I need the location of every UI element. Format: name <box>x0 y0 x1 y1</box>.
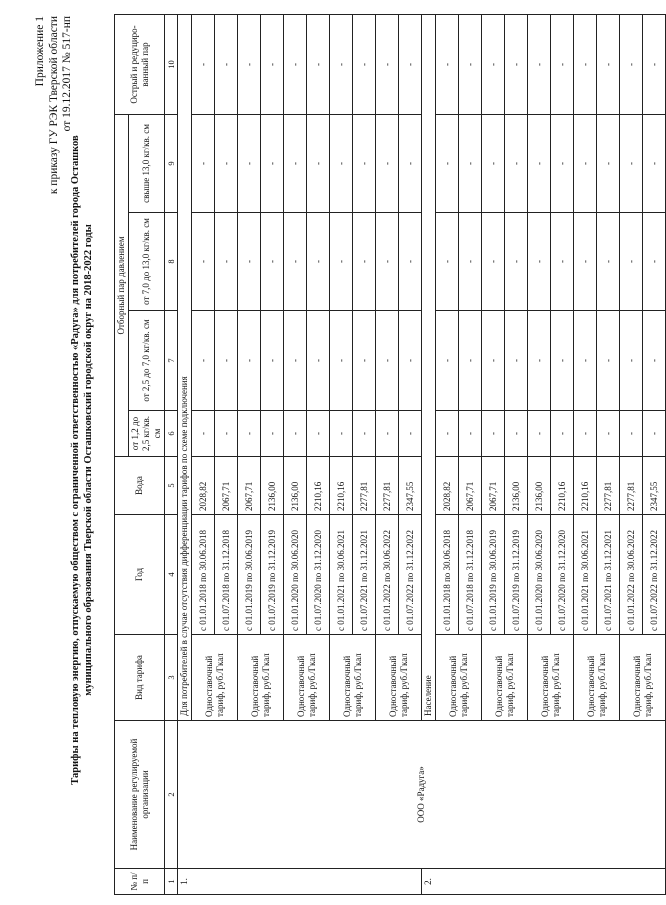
period-cell: с 01.07.2020 по 31.12.2020 <box>307 515 330 635</box>
period-cell: с 01.01.2022 по 30.06.2022 <box>376 515 399 635</box>
dash-cell: - <box>597 14 620 114</box>
col-number: 6 <box>165 411 178 457</box>
period-cell: с 01.07.2022 по 31.12.2022 <box>399 515 422 635</box>
dash-cell: - <box>482 411 505 457</box>
period-cell: с 01.01.2019 по 30.06.2019 <box>482 515 505 635</box>
dash-cell: - <box>436 14 459 114</box>
section-row <box>178 14 192 894</box>
dash-cell: - <box>620 411 643 457</box>
header-tariff-type: Вид тарифа <box>115 635 165 721</box>
dash-cell: - <box>238 411 261 457</box>
dash-cell: - <box>643 213 666 311</box>
period-cell: с 01.01.2019 по 30.06.2019 <box>238 515 261 635</box>
period-cell: с 01.01.2018 по 30.06.2018 <box>192 515 215 635</box>
dash-cell: - <box>307 213 330 311</box>
tariff-type-cell: Одноставочный тариф, руб./Гкал <box>482 635 528 721</box>
period-cell: с 01.01.2018 по 30.06.2018 <box>436 515 459 635</box>
dash-cell: - <box>376 213 399 311</box>
dash-cell: - <box>643 311 666 411</box>
dash-cell: - <box>528 213 551 311</box>
dash-cell: - <box>551 114 574 212</box>
dash-cell: - <box>528 411 551 457</box>
dash-cell: - <box>574 213 597 311</box>
dash-cell: - <box>399 114 422 212</box>
dash-cell: - <box>238 213 261 311</box>
tariff-type-cell: Одноставочный тариф, руб./Гкал <box>238 635 284 721</box>
tariff-type-cell: Одноставочный тариф, руб./Гкал <box>330 635 376 721</box>
dash-cell: - <box>459 411 482 457</box>
col-number: 8 <box>165 213 178 311</box>
dash-cell: - <box>551 311 574 411</box>
water-tariff-cell: 2136,00 <box>284 457 307 515</box>
dash-cell: - <box>505 311 528 411</box>
dash-cell: - <box>192 114 215 212</box>
dash-cell: - <box>551 14 574 114</box>
dash-cell: - <box>643 411 666 457</box>
dash-cell: - <box>261 114 284 212</box>
dash-cell: - <box>574 114 597 212</box>
dash-cell: - <box>261 411 284 457</box>
period-cell: с 01.01.2022 по 30.06.2022 <box>620 515 643 635</box>
dash-cell: - <box>574 311 597 411</box>
dash-cell: - <box>353 14 376 114</box>
header-year: Год <box>115 515 165 635</box>
tariff-type-cell: Одноставочный тариф, руб./Гкал <box>192 635 238 721</box>
period-cell: с 01.07.2019 по 31.12.2019 <box>505 515 528 635</box>
dash-cell: - <box>284 213 307 311</box>
dash-cell: - <box>459 114 482 212</box>
header-pressure-1: от 1,2 до 2,5 кг/кв. см <box>129 411 165 457</box>
water-tariff-cell: 2210,16 <box>551 457 574 515</box>
period-cell: с 01.07.2021 по 31.12.2021 <box>597 515 620 635</box>
dash-cell: - <box>436 311 459 411</box>
header-sharp-steam: Острый и редуциро- ванный пар <box>115 14 165 114</box>
dash-cell: - <box>353 311 376 411</box>
dash-cell: - <box>620 14 643 114</box>
tariff-type-cell: Одноставочный тариф, руб./Гкал <box>620 635 666 721</box>
dash-cell: - <box>330 14 353 114</box>
dash-cell: - <box>192 311 215 411</box>
col-number: 3 <box>165 635 178 721</box>
dash-cell: - <box>307 114 330 212</box>
header-steam-group: Отборный пар давлением <box>115 114 129 456</box>
dash-cell: - <box>261 213 284 311</box>
section-number: 2. <box>422 869 666 895</box>
tariff-type-cell: Одноставочный тариф, руб./Гкал <box>528 635 574 721</box>
water-tariff-cell: 2136,00 <box>261 457 284 515</box>
water-tariff-cell: 2067,71 <box>482 457 505 515</box>
water-tariff-cell: 2210,16 <box>574 457 597 515</box>
dash-cell: - <box>459 213 482 311</box>
col-number: 1 <box>165 869 178 895</box>
dash-cell: - <box>307 411 330 457</box>
dash-cell: - <box>482 14 505 114</box>
dash-cell: - <box>399 311 422 411</box>
dash-cell: - <box>482 213 505 311</box>
annex-title: Приложение 1 <box>34 16 46 87</box>
water-tariff-cell: 2347,55 <box>643 457 666 515</box>
dash-cell: - <box>597 411 620 457</box>
title-line-1: Тарифы на тепловую энергию, отпускаемую обществом с ограниченной ответственностью «Радуга» для потребителей города Осташков <box>70 135 81 785</box>
tariff-table-body <box>178 14 666 894</box>
period-cell: с 01.01.2021 по 30.06.2021 <box>574 515 597 635</box>
dash-cell: - <box>620 114 643 212</box>
dash-cell: - <box>399 14 422 114</box>
dash-cell: - <box>330 114 353 212</box>
dash-cell: - <box>436 411 459 457</box>
col-number: 2 <box>165 721 178 869</box>
dash-cell: - <box>551 411 574 457</box>
dash-cell: - <box>528 114 551 212</box>
dash-cell: - <box>436 213 459 311</box>
tariff-type-cell: Одноставочный тариф, руб./Гкал <box>574 635 620 721</box>
dash-cell: - <box>620 311 643 411</box>
dash-cell: - <box>505 114 528 212</box>
dash-cell: - <box>459 14 482 114</box>
dash-cell: - <box>399 411 422 457</box>
water-tariff-cell: 2136,00 <box>505 457 528 515</box>
dash-cell: - <box>620 213 643 311</box>
header-num: № п/ п <box>115 869 165 895</box>
section-label: Для потребителей в случае отсутствия дифференциации тарифов по схеме подключения <box>178 14 192 720</box>
dash-cell: - <box>574 411 597 457</box>
annex-block <box>34 16 75 316</box>
dash-cell: - <box>436 114 459 212</box>
dash-cell: - <box>376 411 399 457</box>
dash-cell: - <box>505 14 528 114</box>
water-tariff-cell: 2347,55 <box>399 457 422 515</box>
dash-cell: - <box>574 14 597 114</box>
dash-cell: - <box>376 14 399 114</box>
dash-cell: - <box>215 411 238 457</box>
dash-cell: - <box>482 311 505 411</box>
tariff-table <box>114 14 666 895</box>
dash-cell: - <box>643 114 666 212</box>
dash-cell: - <box>215 14 238 114</box>
water-tariff-cell: 2210,16 <box>307 457 330 515</box>
section-label: Население <box>422 14 436 720</box>
col-number: 9 <box>165 114 178 212</box>
dash-cell: - <box>192 14 215 114</box>
tariff-type-cell: Одноставочный тариф, руб./Гкал <box>436 635 482 721</box>
dash-cell: - <box>261 311 284 411</box>
period-cell: с 01.07.2018 по 31.12.2018 <box>215 515 238 635</box>
section-number: 1. <box>178 869 422 895</box>
water-tariff-cell: 2277,81 <box>620 457 643 515</box>
dash-cell: - <box>643 14 666 114</box>
water-tariff-cell: 2277,81 <box>353 457 376 515</box>
period-cell: с 01.07.2018 по 31.12.2018 <box>459 515 482 635</box>
col-number: 5 <box>165 457 178 515</box>
dash-cell: - <box>238 311 261 411</box>
dash-cell: - <box>353 411 376 457</box>
dash-cell: - <box>528 311 551 411</box>
dash-cell: - <box>399 213 422 311</box>
dash-cell: - <box>376 114 399 212</box>
dash-cell: - <box>505 213 528 311</box>
period-cell: с 01.07.2019 по 31.12.2019 <box>261 515 284 635</box>
title-line-2: муниципального образования Тверской области Осташковский городской округ на 2018-2022 годы <box>82 224 94 696</box>
water-tariff-cell: 2277,81 <box>597 457 620 515</box>
water-tariff-cell: 2067,71 <box>459 457 482 515</box>
dash-cell: - <box>330 213 353 311</box>
dash-cell: - <box>238 114 261 212</box>
period-cell: с 01.01.2021 по 30.06.2021 <box>330 515 353 635</box>
document-title <box>70 75 95 845</box>
dash-cell: - <box>284 114 307 212</box>
dash-cell: - <box>215 311 238 411</box>
dash-cell: - <box>597 213 620 311</box>
header-pressure-2: от 2,5 до 7,0 кг/кв. см <box>129 311 165 411</box>
dash-cell: - <box>307 311 330 411</box>
dash-cell: - <box>192 213 215 311</box>
period-cell: с 01.01.2020 по 30.06.2020 <box>528 515 551 635</box>
annex-order-ref: к приказу ГУ РЭК Тверской области <box>47 16 60 195</box>
period-cell: с 01.07.2022 по 31.12.2022 <box>643 515 666 635</box>
dash-cell: - <box>597 114 620 212</box>
col-number: 10 <box>165 14 178 114</box>
dash-cell: - <box>528 14 551 114</box>
organization-name: ООО «Радуга» <box>178 721 666 869</box>
period-cell: с 01.07.2021 по 31.12.2021 <box>353 515 376 635</box>
tariff-type-cell: Одноставочный тариф, руб./Гкал <box>284 635 330 721</box>
dash-cell: - <box>307 14 330 114</box>
water-tariff-cell: 2067,71 <box>238 457 261 515</box>
header-pressure-3: от 7,0 до 13,0 кг/кв. см <box>129 213 165 311</box>
header-org: Наименование регулируемой организации <box>115 721 165 869</box>
col-number: 7 <box>165 311 178 411</box>
dash-cell: - <box>284 411 307 457</box>
dash-cell: - <box>330 311 353 411</box>
tariff-type-cell: Одноставочный тариф, руб./Гкал <box>376 635 422 721</box>
water-tariff-cell: 2277,81 <box>376 457 399 515</box>
dash-cell: - <box>215 213 238 311</box>
water-tariff-cell: 2136,00 <box>528 457 551 515</box>
dash-cell: - <box>353 213 376 311</box>
dash-cell: - <box>505 411 528 457</box>
dash-cell: - <box>551 213 574 311</box>
col-number: 4 <box>165 515 178 635</box>
period-cell: с 01.01.2020 по 30.06.2020 <box>284 515 307 635</box>
water-tariff-cell: 2067,71 <box>215 457 238 515</box>
dash-cell: - <box>192 411 215 457</box>
dash-cell: - <box>238 14 261 114</box>
dash-cell: - <box>330 411 353 457</box>
header-pressure-4: свыше 13,0 кг/кв. см <box>129 114 165 212</box>
dash-cell: - <box>459 311 482 411</box>
dash-cell: - <box>215 114 238 212</box>
dash-cell: - <box>376 311 399 411</box>
dash-cell: - <box>597 311 620 411</box>
header-water: Вода <box>115 457 165 515</box>
dash-cell: - <box>353 114 376 212</box>
water-tariff-cell: 2028,82 <box>192 457 215 515</box>
dash-cell: - <box>284 311 307 411</box>
annex-order-date: от 19.12.2017 № 517-нп <box>61 16 73 132</box>
dash-cell: - <box>482 114 505 212</box>
column-number-row <box>165 14 178 894</box>
dash-cell: - <box>261 14 284 114</box>
water-tariff-cell: 2210,16 <box>330 457 353 515</box>
period-cell: с 01.07.2020 по 31.12.2020 <box>551 515 574 635</box>
water-tariff-cell: 2028,82 <box>436 457 459 515</box>
dash-cell: - <box>284 14 307 114</box>
